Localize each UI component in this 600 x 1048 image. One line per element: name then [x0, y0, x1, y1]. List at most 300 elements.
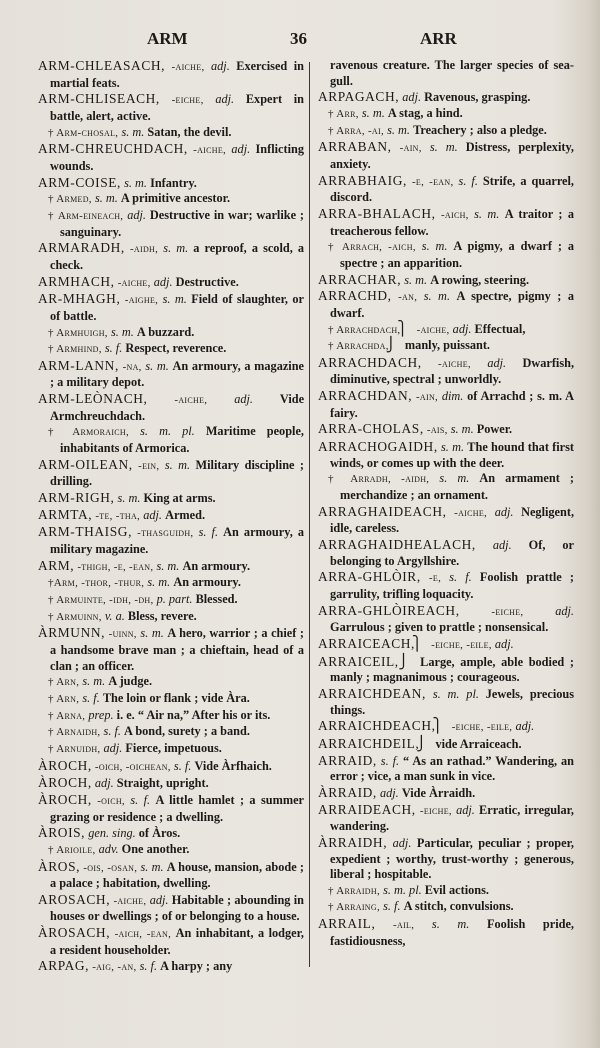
- definition: An inhabitant, a lodger, a resident householder.: [50, 926, 304, 957]
- grammar-label: s. f.: [104, 341, 123, 356]
- grammar-label: s. f.: [103, 724, 121, 739]
- definition: Dwarfish, diminutive, spectral ; unworldly.: [330, 355, 575, 387]
- headword: ARRACHAR,: [318, 271, 402, 287]
- definition: vide Arraiceach.: [435, 736, 522, 751]
- dictionary-subentry: [38, 609, 304, 626]
- dictionary-entry: [38, 758, 304, 776]
- grammar-label: s. m.: [156, 558, 180, 573]
- headword: † Arna,: [48, 709, 86, 722]
- definition: Evil actions.: [424, 882, 490, 897]
- headword: † Armoraich,: [48, 426, 130, 439]
- dictionary-entry: [38, 925, 304, 958]
- inflection: -uinn,: [108, 628, 137, 641]
- dictionary-subentry: [38, 325, 304, 342]
- grammar-label: adj.: [456, 802, 475, 817]
- headword: AROSACH,: [38, 891, 111, 907]
- headword: † Arrachdach,: [328, 323, 401, 336]
- grammar-label: adj.: [234, 392, 254, 407]
- grammar-label: s. m.: [429, 140, 458, 155]
- grammar-label: adj.: [143, 507, 162, 522]
- definition: Strife, a quarrel, discord.: [330, 173, 574, 205]
- inflection: -ais,: [426, 424, 448, 437]
- inflection: -aich,: [388, 241, 416, 254]
- dictionary-subentry: [318, 239, 574, 271]
- inflection: -aiche,: [193, 144, 227, 157]
- dictionary-entry: [318, 388, 574, 421]
- inflection: -eiche, -eile,: [451, 721, 513, 734]
- headword: † Arradh,: [328, 473, 392, 486]
- dictionary-entry: [318, 686, 574, 718]
- grammar-label: adj.: [103, 740, 123, 755]
- grammar-label: s. m.: [431, 917, 470, 932]
- inflection: -aich, -ean,: [114, 928, 172, 941]
- definition: Exercised in martial feats.: [50, 59, 304, 90]
- definition: Armed.: [165, 507, 206, 522]
- headword: ARRACHDACH,: [318, 354, 422, 370]
- grammar-label: s. m.: [441, 440, 465, 455]
- inflection: -e,: [428, 572, 442, 585]
- grammar-label: adj.: [555, 603, 574, 618]
- definition: Negligent, idle, careless.: [330, 504, 575, 536]
- inflection: -thor, -thur,: [81, 577, 145, 590]
- grammar-label: s. f.: [198, 525, 219, 540]
- headword: ÀROS,: [38, 858, 81, 874]
- dictionary-subentry: [318, 106, 574, 123]
- headword: ÀRRAID,: [318, 784, 377, 800]
- definition: Fierce, impetuous.: [125, 740, 222, 755]
- dictionary-subentry: [318, 471, 574, 503]
- dictionary-subentry: [38, 341, 304, 358]
- grammar-label: adj.: [402, 90, 422, 105]
- headword: † Arrach,: [328, 241, 383, 254]
- inflection: -eiche,: [171, 94, 204, 107]
- dictionary-entry: [38, 274, 304, 292]
- headword: † Arraidh,: [328, 884, 381, 897]
- definition: Destructive.: [175, 274, 239, 289]
- grammar-label: s. m. pl.: [383, 882, 422, 897]
- inflection: -aiche,: [454, 506, 488, 519]
- definition: Ravenous, grasping.: [424, 90, 531, 105]
- headword: ARMHACH,: [38, 273, 115, 289]
- headword: † Arnuidh,: [48, 742, 101, 755]
- definition: Distress, perplexity, anxiety.: [330, 140, 574, 171]
- headword: ARRA-CHOLAS,: [318, 421, 424, 437]
- headword: ARPAGACH,: [318, 89, 400, 105]
- definition: Inflicting wounds.: [50, 142, 305, 173]
- grammar-label: adj.: [452, 321, 472, 336]
- headword: † Arraing,: [328, 901, 381, 914]
- dictionary-subentry: [38, 575, 304, 592]
- headword: ARRAICHDEIL,: [318, 735, 420, 751]
- headword: ARRAICHDEACH,: [318, 718, 436, 734]
- grammar-label: s. m.: [117, 491, 141, 506]
- headword: † Armed,: [48, 193, 92, 206]
- headword: † Armhind,: [48, 343, 102, 356]
- dictionary-entry: [38, 58, 304, 91]
- headword: † Arr,: [328, 107, 359, 120]
- inflection: -ail,: [393, 919, 415, 932]
- definition: Vide Àrraidh.: [401, 785, 476, 800]
- inflection: -ein,: [138, 459, 160, 472]
- grammar-label: adj.: [494, 504, 514, 519]
- headword: ARMARADH,: [38, 240, 125, 256]
- definition: A house, mansion, abode ; a palace ; habitation, dwelling.: [50, 859, 304, 891]
- page-number: 36: [290, 29, 307, 48]
- grammar-label: s. m.: [450, 422, 474, 437]
- headword: ARRACHD,: [318, 288, 392, 304]
- inflection: -aig, -an,: [92, 961, 137, 974]
- inflection: -idh, -dh,: [109, 594, 154, 606]
- dictionary-entry: [38, 775, 304, 792]
- headword: ARRAGHAIDEACH,: [318, 503, 447, 519]
- definition: Of, or belonging to Argyllshire.: [330, 538, 575, 568]
- grammar-label: s. m.: [82, 674, 106, 689]
- headword: ARM-CHLISEACH,: [38, 91, 160, 107]
- grammar-label: s. f.: [380, 753, 400, 768]
- grammar-label: s. m.: [121, 124, 145, 139]
- dictionary-entry: [318, 139, 574, 172]
- dictionary-entry: [318, 753, 574, 785]
- headword: ARMTA,: [38, 506, 93, 522]
- definition: A spectre, pigmy ; a dwarf.: [330, 289, 574, 320]
- dictionary-entry: [318, 355, 574, 388]
- dictionary-entry: [318, 718, 574, 736]
- headword: ARRACHDAN,: [318, 388, 413, 404]
- definition: A rowing, steering.: [430, 272, 530, 287]
- headword: ÀROCH,: [38, 791, 92, 807]
- inflection: -thigh, -e, -ean,: [77, 560, 154, 573]
- inflection: -ai,: [367, 124, 385, 137]
- dictionary-entry: [38, 958, 304, 976]
- grammar-label: s. m.: [110, 324, 134, 339]
- dictionary-entry: [318, 338, 574, 355]
- grammar-label: s. m.: [404, 272, 428, 287]
- dictionary-entry: [38, 825, 304, 842]
- inflection: -aighe,: [124, 294, 159, 307]
- dictionary-entry: [318, 569, 574, 602]
- headword: AR-MHAGH,: [38, 291, 121, 307]
- grammar-label: s. m. pl.: [432, 686, 479, 701]
- inflection: -te, -tha,: [95, 509, 141, 522]
- headword: ARRAIL,: [318, 916, 376, 932]
- dictionary-entry: [318, 173, 574, 206]
- headword: ARM-OILEAN,: [38, 456, 133, 472]
- grammar-label: s. m.: [423, 289, 451, 304]
- headword: †Arm,: [48, 577, 79, 590]
- brace-bottom-icon: ⎭: [398, 654, 409, 670]
- definition: of Àros.: [138, 826, 181, 841]
- definition: One another.: [121, 841, 190, 856]
- inflection: -oich, -oichean,: [94, 760, 171, 773]
- inflection: -e, -ean,: [411, 175, 454, 188]
- definition: Garrulous ; given to prattle ; nonsensical.: [330, 620, 549, 635]
- definition: Vide Àrfhaich.: [194, 758, 272, 773]
- definition: A bond, surety ; a band.: [124, 724, 250, 739]
- grammar-label: adj.: [392, 835, 412, 850]
- dictionary-subentry: [38, 125, 304, 142]
- running-head-left: ARM: [147, 29, 188, 48]
- headword: ARM-LEÒNACH,: [38, 391, 148, 407]
- dictionary-subentry: [318, 123, 574, 140]
- dictionary-subentry: [38, 592, 304, 609]
- headword: ARRAICEACH,: [318, 635, 415, 651]
- headword: ARRAICHDEAN,: [318, 685, 427, 701]
- definition: i. e. “ Air na,” After his or its.: [116, 707, 271, 722]
- headword: ARRACHOGAIDH,: [318, 439, 438, 455]
- grammar-label: v. a.: [104, 608, 125, 623]
- dictionary-entry: [318, 603, 574, 636]
- grammar-label: s. f.: [458, 173, 478, 188]
- inflection: -aiche,: [117, 276, 151, 289]
- headword: ARRAID,: [318, 752, 377, 768]
- definition: Blessed.: [195, 592, 238, 606]
- dictionary-entry: [318, 322, 574, 339]
- grammar-label: s. m.: [164, 457, 191, 472]
- definition: Jewels, precious things.: [330, 686, 575, 717]
- definition: Bless, revere.: [127, 608, 197, 623]
- inflection: -na,: [122, 360, 142, 373]
- definition: Straight, upright.: [116, 776, 209, 791]
- dictionary-entry: [38, 524, 304, 557]
- definition: An armoury, a magazine ; a military depot.: [50, 358, 305, 390]
- headword: ARRAGHAIDHEALACH,: [318, 537, 476, 553]
- grammar-label: s. m.: [140, 626, 164, 641]
- dictionary-subentry: [38, 724, 304, 741]
- running-head: [0, 29, 600, 49]
- grammar-label: s. m.: [124, 175, 147, 190]
- definition: Maritime people, inhabitants of Armorica.: [60, 424, 304, 456]
- definition: Large, ample, able bodied ; manly ; magnanimous ; courageous.: [330, 654, 575, 685]
- headword: ARPAG,: [38, 958, 90, 974]
- grammar-label: adj.: [149, 892, 169, 907]
- inflection: -aidh,: [129, 243, 159, 256]
- headword: † Armuinn,: [48, 610, 102, 623]
- inflection: -an,: [398, 291, 418, 304]
- dictionary-subentry: [38, 674, 304, 691]
- dictionary-entry: [38, 507, 304, 525]
- inflection: -ain,: [415, 391, 439, 404]
- definition: Effectual,: [474, 321, 526, 336]
- inflection: -thasguidh,: [137, 527, 194, 540]
- brace-bottom-icon: ⎭: [416, 736, 427, 752]
- headword: ARM-RIGH,: [38, 490, 115, 506]
- definition: Erratic, irregular, wandering.: [330, 802, 574, 834]
- grammar-label: adj.: [487, 355, 507, 370]
- grammar-label: adj.: [210, 59, 230, 73]
- column-divider: [309, 62, 310, 967]
- definition: An armament ; merchandize ; an ornament.: [340, 471, 574, 503]
- grammar-label: s. m.: [162, 292, 187, 307]
- headword: † Arm-chosal,: [48, 126, 119, 139]
- definition: A stag, a hind.: [387, 105, 463, 120]
- grammar-label: s. m.: [421, 239, 448, 254]
- dictionary-entry: [38, 558, 304, 576]
- grammar-label: adj.: [231, 142, 251, 157]
- grammar-label: prep.: [88, 707, 114, 722]
- definition: Foolish pride, fastidiousness,: [330, 917, 574, 948]
- headword: ARM,: [38, 557, 75, 573]
- headword: † Arnaidh,: [48, 726, 101, 739]
- dictionary-subentry: [318, 899, 574, 916]
- grammar-label: s. f.: [383, 899, 401, 914]
- dictionary-entry: [38, 175, 304, 192]
- grammar-label: adj.: [379, 785, 399, 800]
- definition: Treachery ; also a pledge.: [413, 122, 547, 137]
- dictionary-subentry: [38, 741, 304, 758]
- headword: ARM-COISE,: [38, 174, 122, 190]
- grammar-label: s. m.: [361, 105, 385, 120]
- dictionary-entry: [38, 490, 304, 507]
- headword: ARRAICEIL,: [318, 653, 399, 669]
- definition: Military discipline ; drilling.: [50, 457, 305, 489]
- inflection: -aich,: [440, 208, 469, 221]
- definition: An armoury, a military magazine.: [50, 525, 305, 557]
- dictionary-entry: [318, 288, 574, 321]
- grammar-label: p. part.: [156, 592, 193, 606]
- headword: ARRAIDEACH,: [318, 801, 416, 817]
- dictionary-entry: [318, 89, 574, 106]
- grammar-label: s. m. pl.: [140, 424, 195, 439]
- grammar-label: s. m.: [387, 122, 410, 137]
- headword: ARM-THAISG,: [38, 524, 133, 540]
- definition: Vide Armchreuchdach.: [50, 392, 305, 423]
- headword: ARM-LANN,: [38, 357, 119, 373]
- dictionary-entry: [318, 654, 574, 686]
- headword: ARRABAN,: [318, 139, 392, 155]
- dictionary-entry: [318, 504, 574, 537]
- dictionary-entry: [318, 439, 574, 471]
- headword: ARRA-BHALACH,: [318, 205, 436, 221]
- dictionary-entry: [318, 802, 574, 835]
- dictionary-entry: [38, 141, 304, 174]
- grammar-label: s. m.: [94, 191, 118, 206]
- headword: ARM-CHREUCHDACH,: [38, 141, 188, 157]
- grammar-label: s. m.: [163, 241, 189, 256]
- grammar-label: dim.: [441, 389, 464, 404]
- dictionary-entry: [318, 206, 574, 239]
- grammar-label: adj.: [494, 636, 514, 651]
- definition: A traitor ; a treacherous fellow.: [330, 206, 575, 238]
- definition: Habitable ; abounding in houses or dwellings ; of or belonging to a house.: [50, 892, 305, 924]
- grammar-label: adj.: [153, 274, 173, 289]
- headword: † Arrachda,: [328, 340, 389, 353]
- headword: † Arn,: [48, 692, 80, 705]
- grammar-label: s. m.: [147, 575, 171, 590]
- definition: Infantry.: [150, 175, 197, 190]
- dictionary-entry: [38, 291, 304, 324]
- dictionary-entry: [318, 636, 574, 654]
- grammar-label: adv.: [98, 841, 119, 856]
- inflection: -aiche,: [174, 394, 208, 407]
- definition: ravenous creature. The larger species of sea-gull.: [330, 58, 574, 88]
- definition: Field of slaughter, or of battle.: [50, 292, 304, 323]
- dictionary-subentry: [38, 691, 304, 708]
- definition: An armoury.: [182, 558, 251, 573]
- headword: † Arn,: [48, 676, 80, 689]
- grammar-label: adj.: [215, 92, 235, 107]
- definition: Satan, the devil.: [147, 124, 232, 139]
- dictionary-entry: [38, 892, 304, 925]
- definition: A harpy ; any: [160, 959, 233, 974]
- right-column: [318, 58, 574, 949]
- headword: † Arra,: [328, 124, 365, 137]
- definition: A primitive ancestor.: [120, 191, 231, 206]
- dictionary-subentry: [38, 208, 304, 240]
- headword: ARM-CHLEASACH,: [38, 58, 166, 73]
- grammar-label: s. m.: [439, 471, 470, 486]
- brace-top-icon: ⎫: [411, 636, 423, 652]
- dictionary-entry: [318, 916, 574, 949]
- inflection: -oich,: [97, 794, 125, 807]
- definition: The hound that first winds, or comes up with the deer.: [330, 440, 574, 470]
- dictionary-entry: [318, 835, 574, 883]
- grammar-label: s. f.: [449, 570, 472, 585]
- dictionary-subentry: [38, 842, 304, 859]
- inflection: -aiche,: [416, 323, 450, 336]
- definition: A judge.: [108, 674, 153, 689]
- inflection: -aiche,: [113, 894, 147, 907]
- dictionary-entry: [318, 421, 574, 439]
- definition: a reproof, a scold, a check.: [50, 241, 305, 272]
- grammar-label: s. f.: [139, 959, 158, 974]
- headword: ÀRMUNN,: [38, 625, 106, 641]
- inflection: -aidh,: [401, 473, 430, 486]
- headword: ÀROSACH,: [38, 925, 111, 941]
- definition: A buzzard.: [136, 324, 195, 339]
- dictionary-entry: [38, 625, 304, 674]
- definition: Particular, peculiar ; proper, expedient ; worthy, trust-worthy ; generous, liberal ; hospitable.: [330, 835, 574, 882]
- inflection: -aiche,: [171, 61, 205, 73]
- grammar-label: s. f.: [173, 758, 192, 773]
- dictionary-entry: [38, 457, 304, 490]
- grammar-label: adj.: [94, 776, 114, 791]
- headword: ARRA-GHLÒIREACH,: [318, 602, 460, 618]
- inflection: -eiche,: [419, 804, 452, 817]
- dictionary-subentry: [38, 191, 304, 208]
- dictionary-subentry: [38, 424, 304, 456]
- grammar-label: s. f.: [82, 690, 100, 705]
- definition: Expert in battle, alert, active.: [50, 92, 304, 123]
- definition: manly, puissant.: [404, 338, 491, 353]
- dictionary-entry: [38, 391, 304, 424]
- definition: A stitch, convulsions.: [403, 899, 514, 914]
- dictionary-entry: [38, 358, 304, 391]
- headword: ÀROCH,: [38, 757, 92, 773]
- dictionary-entry: [38, 859, 304, 892]
- definition: A pigmy, a dwarf ; a spectre ; an apparition.: [340, 239, 574, 270]
- inflection: -eiche,: [491, 605, 524, 618]
- definition: A hero, warrior ; a chief ; a handsome brave man ; a chieftain, head of a clan ; an officer.: [50, 626, 304, 673]
- definition: Power.: [476, 422, 513, 437]
- dictionary-entry: [318, 272, 574, 289]
- inflection: -eiche, -eile,: [431, 638, 492, 651]
- grammar-label: adj.: [515, 719, 535, 734]
- dictionary-subentry: [38, 708, 304, 725]
- headword: † Armuinte,: [48, 594, 107, 606]
- definition: “ As an rathad.” Wandering, an error ; vice, a man sunk in vice.: [330, 753, 574, 784]
- dictionary-entry: [318, 58, 574, 89]
- dictionary-entry: [318, 736, 574, 753]
- grammar-label: s. m.: [140, 859, 164, 874]
- headword: ÀRRAIDH,: [318, 834, 388, 850]
- grammar-label: s. f.: [130, 792, 151, 807]
- grammar-label: adj.: [127, 207, 147, 222]
- definition: of Arrachd ; s. m. A fairy.: [330, 389, 575, 420]
- dictionary-subentry: [318, 883, 574, 900]
- brace-top-icon: ⎫: [432, 719, 443, 735]
- running-head-right: ARR: [420, 29, 457, 48]
- dictionary-entry: [38, 240, 304, 273]
